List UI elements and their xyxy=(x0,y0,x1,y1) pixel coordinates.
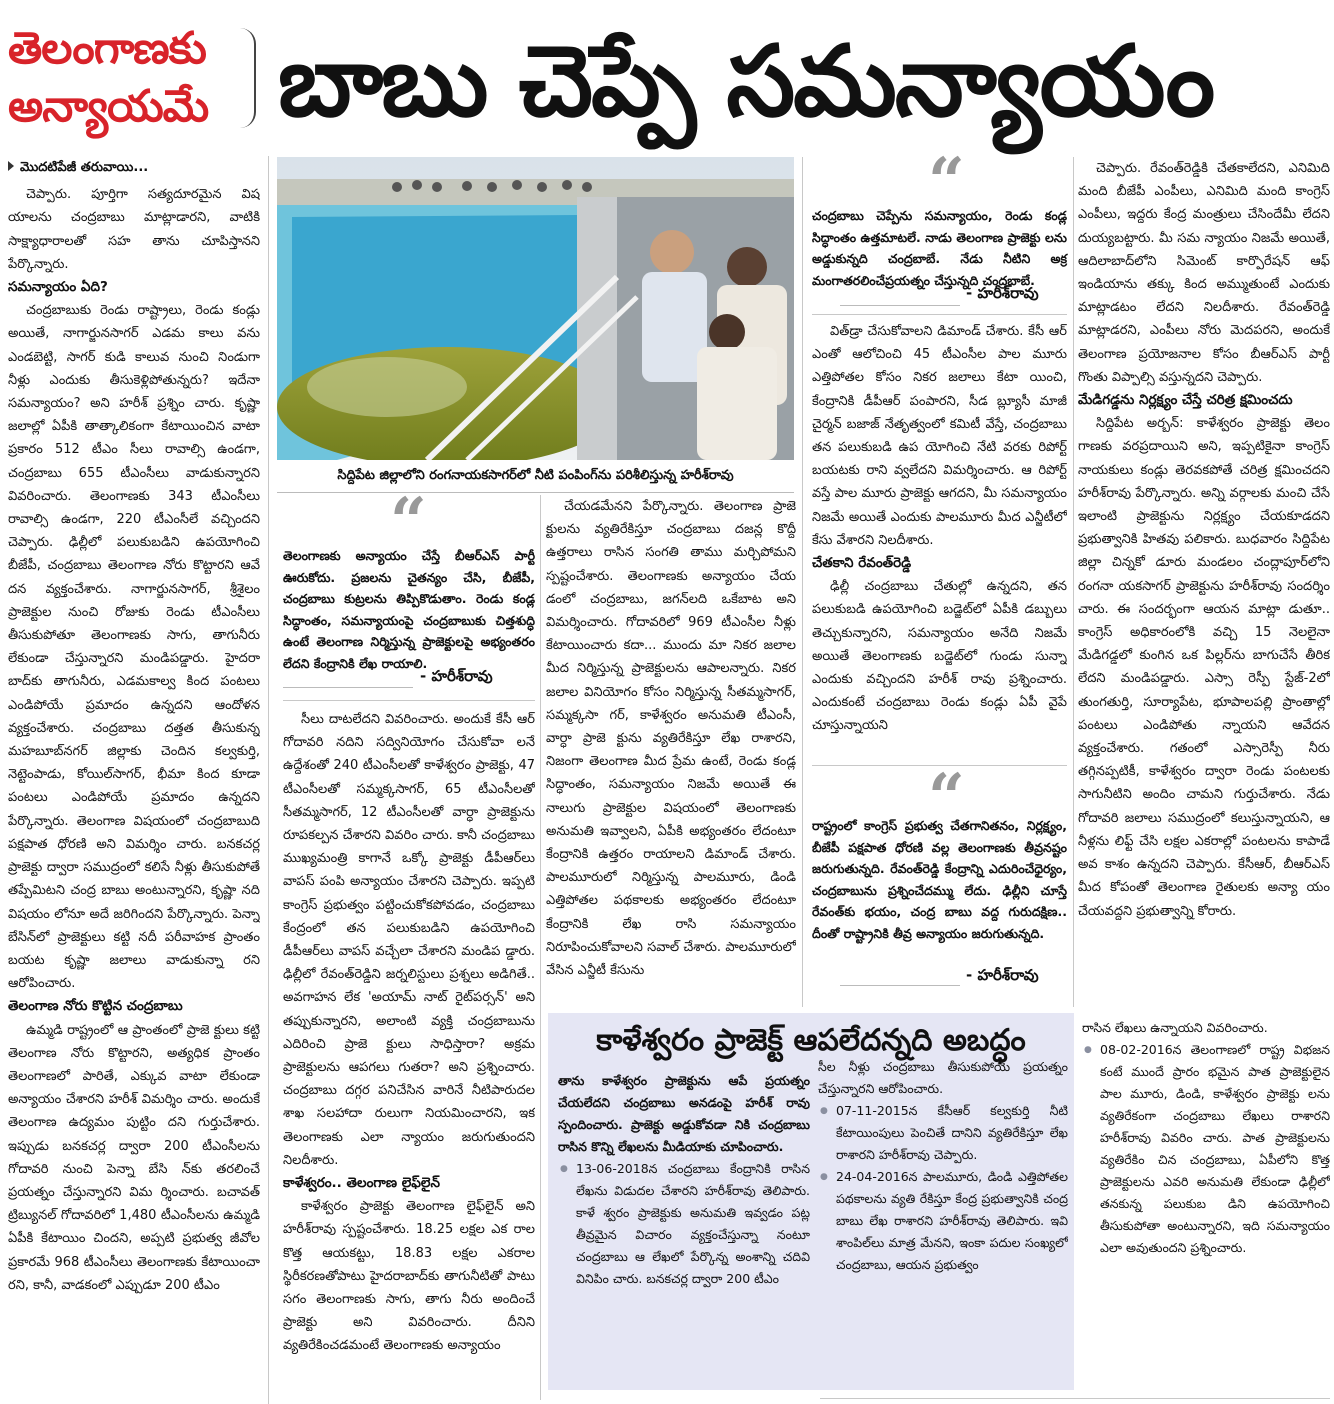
pull-quote-1: తెలంగాణకు అన్యాయం చేస్తే బీఆర్ఎస్ పార్టీ ఊరుకోదు. ప్రజలను చైతన్యం చేసి, బీజేపీ, చంద్రబాబు కుట్రలను తిప్పికొడుతాం. రెండు కండ్ల సిద్ధాంతం, సమన్యాయంపై చంద్రబాబుకు చిత్తశుద్ధి ఉంటే తెలంగాణ నిర్మిస్తున్న ప్రాజెక్టులపై అభ్యంతరం లేదని కేంద్రానికి లేఖ రాయాలి. xyxy=(283,548,535,671)
boxed-story-column-1 xyxy=(558,1070,810,1385)
quote-rule xyxy=(840,305,960,306)
list-item: ● 24-04-2016న పాలమూరు, డిండి ఎత్తిపోతల పథకాలను వ్యతి రేకిస్తూ కేంద్ర ప్రభుత్వానికి చంద్ర బాబు లేఖ రాశారని హరీశ్‌రావు తెలిపారు. ఇవి శాంపిల్‌లు మాత్ర మేనని, ఇంకా పదుల సంఖ్యలో చంద్రబాబు, ఆయన ప్రభుత్వం xyxy=(818,1166,1068,1276)
paragraph: చేయడమేనని పేర్కొన్నారు. తెలంగాణ ప్రాజె క్టులను వ్యతిరేకిస్తూ చంద్రబాబు దజన్ల కొద్దీ ఉత్తరాలు రాసిన సంగతి తాము మర్చిపోమని స్పష్టంచేశారు. తెలంగాణకు అన్యాయం చేయ డంలో చంద్రబాబు, జగన్‌లది ఒకేబాట అని విమర్శించారు. గోదావరిలో 969 టీఎంసీల నీళ్లు కేటాయించారు కదా... ముందు మా నికర జలాల మీద నిర్మిస్తున్న ప్రాజెక్టులను ఆపాలన్నారు. నికర జలాల వినియోగం కోసం నిర్మిస్తున్న సీతమ్మసాగర్, సమ్మక్కసా గర్, కాళేశ్వరం అనుమతి టీఎంసీ, వార్ధా ప్రాజె క్టును వ్యతిరేకిస్తూ లేఖ రాశారని, నిజంగా తెలంగాణ మీద ప్రేమ ఉంటే, రెండు కండ్ల సిద్ధాంతం, సమన్యాయం నిజమే అయితే ఈ నాలుగు ప్రాజెక్టుల విషయంలో తెలంగాణకు అనుమతి ఇవ్వాలని, ఏపీకి అభ్యంతరం లేదంటూ కేంద్రానికి ఉత్తరం రాయాలని డిమాండ్ చేశారు. పాలమూరులో నిర్మిస్తున్న పాలమూరు, డిండి ఎత్తిపోతల పథకాలకు అభ్యంతరం లేదంటూ కేంద్రానికి లేఖ రాసి సమన్యాయం నిరూపించుకోవాలని సవాల్ చేశారు. పాలమూరులో వేసిన ఎన్జీటీ కేసును xyxy=(546,499,796,979)
boxed-story-title: కాళేశ్వరం ప్రాజెక్ట్ ఆపలేదన్నది అబద్ధం xyxy=(596,1023,1026,1058)
news-photo xyxy=(277,157,794,460)
column-2 xyxy=(283,708,535,1398)
kicker-line-1: తెలంగాణకు xyxy=(8,23,206,74)
kicker-bracket xyxy=(240,28,256,128)
quote-signature: - హరీశ్‌రావు xyxy=(420,667,493,685)
quote-rule xyxy=(283,687,413,688)
paragraph: కాళేశ్వరం ప్రాజెక్టు తెలంగాణ లైఫ్‌లైన్ అని హరీశ్‌రావు స్పష్టంచేశారు. 18.25 లక్షల ఎక రాల కొత్త ఆయకట్టు, 18.83 లక్షల ఎకరాల స్థిరీకరణతోపాటు హైదరాబాద్‌కు తాగునీటితో పాటు సగం తెలంగాణకు సాగు, తాగు నీరు అందించే ప్రాజెక్టు అని వివరించారు. దీనిని వ్యతిరేకించడమంటే తెలంగాణకు అన్యాయం xyxy=(283,1199,535,1354)
column-divider xyxy=(1073,157,1074,1007)
quote-mark-icon: “ xyxy=(928,760,965,835)
list-item: ● 13-06-2018న చంద్రబాబు కేంద్రానికి రాసిన లేఖను విడుదల చేశారని హరీశ్‌రావు తెలిపారు. కాళే శ్వరం ప్రాజెక్టుకు అనుమతి ఇవ్వడం పట్ల తీవ్రమైన విచారం వ్యక్తంచేస్తున్నా నంటూ చంద్రబాబు ఆ లేఖలో పేర్కొన్న అంశాన్ని చదివి వినిపిం చారు. బనకచర్ల ద్వారా 200 టీఎం xyxy=(558,1158,810,1290)
kicker xyxy=(8,20,243,136)
paragraph: సిద్దిపేట అర్బన్: కాళేశ్వరం ప్రాజెక్టు తెలం గాణకు వరప్రదాయిని అని, ఇప్పటికైనా కాంగ్రెస్ నాయకులు కండ్లు తెరవకపోతే చరిత్ర క్షమించదని హరీశ్‌రావు పేర్కొన్నారు. అన్ని వర్గాలకు మంచి చేసే ఇలాంటి ప్రాజెక్టును నిర్లక్ష్యం చేయకూడదని ప్రభుత్వానికి హితవు పలికారు. బుధవారం సిద్దిపేట జిల్లా చిన్నకో డూరు మండలం చంద్లాపూర్‌లోని రంగనా యకసాగర్ ప్రాజెక్టును హరీశ్‌రావు సందర్శిం చారు. ఈ సందర్భంగా ఆయన మాట్లా డుతూ.. కాంగ్రెస్ అధికారంలోకి వచ్చి 15 నెలలైనా మేడిగడ్డలో కుంగిన ఒక పిల్లర్‌ను బాగుచేసే తీరిక లేదని మండిపడ్డారు. ఎస్సా రెస్పీ స్టేజ్-2లో తుంగతుర్తి, సూర్యాపేట, భూపాలపల్లి ప్రాంతాల్లో పంటలు ఎండిపోతు న్నాయని ఆవేదన వ్యక్తంచేశారు. గతంలో ఎస్సారెస్పీ నీరు తగ్గినప్పటికీ, కాళేశ్వరం ద్వారా రెండు పంటలకు సాగునీటిని అందిం చామని గుర్తుచేశారు. నేడు గోదావరి జలాలు సముద్రంలో కలుస్తున్నాయని, ఆ నీళ్లను లిఫ్ట్ చేసి లక్షల ఎకరాల్లో పంటలను కాపాడే అవ కాశం ఉన్నదని చెప్పారు. కేసీఆర్, బీఆర్ఎస్ మీద కోపంతో తెలంగాణ రైతులకు అన్యా యం చేయవద్దని ప్రభుత్వాన్ని కోరారు. xyxy=(1078,416,1330,919)
column-5 xyxy=(1078,157,1330,1007)
subheading: సమన్యాయం ఏది? xyxy=(8,279,108,296)
list-item: ● 08-02-2016న తెలంగాణలో రాష్ట్ర విభజన కంటే ముందే ప్రారం భమైన పాత ప్రాజెక్టులైన పాల మూరు, డిండి, కాళేశ్వరం ప్రాజెక్టు లను వ్యతిరేకంగా చంద్రబాబు లేఖలు రాశారని హరీశ్‌రావు వివరిం చారు. పాత ప్రాజెక్టులను వ్యతిరేకిం చిన చంద్రబాబు, ఏపీలోని కొత్త ప్రాజెక్టులను ఎవరి అనుమతి లేకుండా ఢిల్లీలో తనకున్న పలుకుబ డిని ఉపయోగించి తీసుకుపోతా అంటున్నారని, ఇది సమన్యాయం ఎలా అవుతుందని ప్రశ్నించారు. xyxy=(1082,1039,1330,1259)
quote-rule xyxy=(840,985,960,986)
headline: బాబు చెప్పే సమన్యాయం xyxy=(278,25,1214,139)
column-4 xyxy=(812,320,1067,760)
paragraph: చెప్పారు. రేవంత్‌రెడ్డికి చేతకాలేదని, ఎనిమిది మంది బీజేపీ ఎంపీలు, ఎనిమిది మంది కాంగ్రెస్ ఎంపీలు, ఇద్దరు కేంద్ర మంత్రులు చేసిందేమీ లేదని దుయ్యబట్టారు. మీ సమ న్యాయం నిజమే అయితే, ఆదిలాబాద్‌లోని సిమెంట్ కార్పొరేషన్ ఆఫ్ ఇండియాను తక్కు కింద అమ్ముతుంటే ఎందుకు మాట్లాడటం లేదని నిలదీశారు. రేవంత్‌రెడ్డి మాట్లాడరని, ఎంపీలు నోరు మెదపరని, అందుకే తెలంగాణ ప్రయోజనాల కోసం బీఆర్ఎస్ పార్టీ గొంతు విప్పాల్సి వస్తున్నదని చెప్పారు. xyxy=(1078,161,1330,385)
list-item: ● 07-11-2015న కేసీఆర్ కల్వకుర్తి నీటి కేటాయింపులు పెంచితే దానిని వ్యతిరేకిస్తూ లేఖ రాశారని హరీశ్‌రావు చెప్పారు. xyxy=(818,1100,1068,1166)
subheading: చేతకాని రేవంత్‌రెడ్డి xyxy=(812,555,912,572)
paragraph: రాసిన లేఖలు ఉన్నాయని వివరించారు. xyxy=(1082,1020,1268,1035)
paragraph: విత్‌డ్రా చేసుకోవాలని డిమాండ్ చేశారు. కేసీ ఆర్ ఎంతో ఆలోచించి 45 టీఎంసీల పాల మూరు ఎత్తిపోతల కోసం నికర జలాలు కేటా యించి, కేంద్రానికి డీపీఆర్ పంపారని, సీడ బ్ల్యూసీ మాజీ చైర్మన్ బజాజ్ నేతృత్వంలో కమిటీ వేస్తే, చంద్రబాబు తన పలుకుబడి ఉప యోగించి నేటి వరకు రిపోర్ట్ బయటకు రాని వ్వలేదని విమర్శించారు. ఆ రిపోర్ట్ వస్తే పాల మూరు ప్రాజెక్టు ఆగదని, మీ సమన్యాయం నిజమే అయితే ఎందుకు పాలమూరు మీద ఎన్జీటీలో కేసు వేశారని నిలదీశారు. xyxy=(812,324,1067,548)
boxed-intro: తాను కాళేశ్వరం ప్రాజెక్టును ఆపే ప్రయత్నం చేయలేదని చంద్రబాబు అనడంపై హరీశ్ రావు స్పందించారు. ప్రాజెక్టు అడ్డుకోవడా నికి చంద్రబాబు రాసిన కొన్ని లేఖలను మీడియాకు చూపించారు. xyxy=(558,1073,810,1154)
continued-arrow-icon xyxy=(8,161,14,171)
paragraph: ఉమ్మడి రాష్ట్రంలో ఆ ప్రాంతంలో ప్రాజె క్టులు కట్టి తెలంగాణ నోరు కొట్టారని, అత్యధిక ప్రాంతం తెలంగాణలో పారితే, ఎక్కువ వాటా లేకుండా అన్యాయం చేశారని హరీశ్ విమర్శిం చారు. అందుకే తెలంగాణ ఉద్యమం పుట్టిం దని గుర్తుచేశారు. ఇప్పుడు బనకచర్ల ద్వారా 200 టీఎంసీలను గోదావరి నుంచి పెన్నా బేసి న్‌కు తరలించే ప్రయత్నం చేస్తున్నారని విమ ర్శించారు. బచావత్ ట్రిబ్యునల్ గోదావరిలో 1,480 టీఎంసీలను ఉమ్మడి ఏపీకి కేటాయిం చిందని, అప్పటి ప్రభుత్వ జీవోల ప్రకారమే 968 టీఎంసీలు తెలంగాణకు కేటాయించా రని, కానీ, వాడకంలో ఎప్పుడూ 200 టీఎం xyxy=(8,1022,260,1293)
subheading: కాళేశ్వరం.. తెలంగాణ లైఫ్‌లైన్ xyxy=(283,1175,440,1192)
column-divider xyxy=(540,495,541,1400)
paragraph: సీల నీళ్లు చంద్రబాబు తీసుకుపోయే ప్రయత్నం చేస్తున్నారని ఆరోపించారు. xyxy=(818,1059,1068,1096)
boxed-story-column-3 xyxy=(1082,1017,1330,1389)
column-divider xyxy=(802,157,803,1007)
pull-quote-2: చంద్రబాబు చెప్పేను సమన్యాయం, రెండు కండ్ల సిద్ధాంతం ఉత్తమాటలే. నాడు తెలంగాణ ప్రాజెక్టు లను అడ్డుకున్నది చంద్రబాబే. నేడు నీటిని అక్ర మంగాతరలించేప్రయత్నం చేస్తున్నది చంద్రబాబే. xyxy=(812,208,1067,288)
paragraph: చంద్రబాబుకు రెండు రాష్ట్రాలు, రెండు కండ్లు అయితే, నాగార్జునసాగర్ ఎడమ కాలు వను ఎండబెట్టి, సాగర్ కుడి కాలువ నుంచి నిండుగా నీళ్లు ఎందుకు తీసుకెళ్లిపోతున్నరు? ఇదేనా సమన్యాయం? అని హరీశ్ ప్రశ్నిం చారు. కృష్ణా జలాల్లో ఏపీకి తాత్కాలికంగా కేటాయించిన వాటా ప్రకారం 512 టీఎం సీలు రావాల్సి ఉండగా, చంద్రబాబు 655 టీఎంసీలు వాడుకున్నారని వివరించారు. తెలంగాణకు 343 టీఎంసీలు రావాల్సి ఉండగా, 220 టీఎంసీలే వచ్చిందని చెప్పారు. ఢిల్లీలో పలుకుబడిని ఉపయోగించి బీజేపీ, చంద్రబాబు తెలంగాణ నోరు కొట్టారని ఆవే దన వ్యక్తంచేశారు. నాగార్జునసాగర్, శ్రీశైలం ప్రాజెక్టుల నుంచి రోజుకు రెండు టీఎంసీలు తీసుకుపోతూ తెలంగాణకు సాగు, తాగునీరు లేకుండా చేస్తున్నారని మండిపడ్డారు. హైదరా బాద్‌కు తాగునీరు, ఎడమకాల్వ కింద పంటలు ఎండిపోయే ప్రమాదం ఉన్నదని ఆందోళన వ్యక్తంచేశారు. చంద్రబాబు దత్తత తీసుకున్న మహబూబ్‌నగర్ జిల్లాకు చెందిన కల్వకుర్తి, నెట్టెంపాడు, కోయిల్‌సాగర్, భీమా కింద కూడా పంటలు ఎండిపోయే ప్రమాదం ఉన్నదని పేర్కొన్నారు. తెలంగాణ విషయంలో చంద్రబాబుది పక్షపాత ధోరణి అని విమర్శిం చారు. బనకచర్ల ప్రాజెక్టు ద్వారా సముద్రంలో కలిసే నీళ్లు తీసుకుపోతే తప్పేమిటని చంద్ర బాబు అంటున్నారని, కృష్ణా నది విషయం లోనూ అదే జరిగిందని పేర్కొన్నారు. పెన్నా బేసిన్‌లో ప్రాజెక్టులు కట్టి నదీ పరీవాహక ప్రాంతం బయట కృష్ణా జలాలు వాడుకున్నా రని ఆరోపించారు. xyxy=(8,303,260,992)
quote-divider xyxy=(812,314,1067,315)
quote-signature: - హరీశ్‌రావు xyxy=(966,966,1039,984)
column-divider xyxy=(268,156,269,1404)
column-1 xyxy=(8,156,260,1404)
quote-divider xyxy=(283,700,535,701)
page-bottom-rule xyxy=(820,1398,1330,1399)
reservoir-photo xyxy=(277,157,794,460)
pull-quote-3: రాష్ట్రంలో కాంగ్రెస్ ప్రభుత్వ చేతగానితనం, నిర్లక్ష్యం, బీజేపీ పక్షపాత ధోరణి వల్ల తెలంగాణకు తీవ్రనష్టం జరుగుతున్నది. రేవంత్‌రెడ్డి కేంద్రాన్ని ఎదురించేధైర్యం, చంద్రబాబును ప్రశ్నించేదమ్ము లేదు. ఢిల్లీని చూస్తే రేవంత్‌కు భయం, చంద్ర బాబు వద్ద గురుదక్షిణ.. దీంతో రాష్ట్రానికి తీవ్ర అన్యాయం జరుగుతున్నది. xyxy=(812,818,1067,941)
column-3 xyxy=(546,495,796,1003)
photo-caption: సిద్దిపేట జిల్లాలోని రంగనాయకసాగర్‌లో నీటి పంపింగ్‌ను పరిశీలిస్తున్న హరీశ్‌రావు xyxy=(277,460,794,493)
quote-signature: - హరీశ్‌రావు xyxy=(966,284,1039,302)
kicker-line-2: అన్యాయమే xyxy=(8,81,209,132)
paragraph: ఢిల్లీ చంద్రబాబు చేతుల్లో ఉన్నదని, తన పలుకుబడి ఉపయోగించి బడ్జెట్‌లో ఏపీకి డబ్బులు తెచ్చుకున్నారని, సమన్యాయం అనేది నిజమే అయితే తెలంగాణకు బడ్జెట్‌లో గుండు సున్నా ఎందుకు వచ్చిందని హరీశ్ రావు ప్రశ్నించారు. ఎందుకంటే చంద్రబాబు రెండు కండ్లు ఏపీ వైపే చూస్తున్నాయని xyxy=(812,579,1067,734)
boxed-story-column-2 xyxy=(818,1056,1068,1386)
paragraph: చెప్పారు. పూర్తిగా సత్యదూరమైన విష యాలను చంద్రబాబు మాట్లాడారని, వాటికి సాక్ష్యాధారాలతో సహ తాను చూపిస్తానని పేర్కొన్నారు. xyxy=(8,187,260,272)
subheading: మేడిగడ్డను నిర్లక్ష్యం చేస్తే చరిత్ర క్షమించదు xyxy=(1078,392,1293,409)
quote-mark-icon: “ xyxy=(390,484,427,559)
quote-mark-icon: “ xyxy=(928,144,965,219)
paragraph: సీలు దాటలేదని వివరించారు. అందుకే కేసీ ఆర్ గోదావరి నదిని సద్వినియోగం చేసుకోవా లనే ఉద్దేశంతో 240 టీఎంసీలతో కాళేశ్వరం ప్రాజెక్టు, 47 టీఎంసీలతో సమ్మక్కసాగర్, 65 టీఎంసీలతో సీతమ్మసాగర్, 12 టీఎంసీలతో వార్ధా ప్రాజెక్టును రూపకల్పన చేశారని వివరిం చారు. కానీ చంద్రబాబు ముఖ్యమంత్రి కాగానే ఒక్కో ప్రాజెక్టు డీపీఆర్‌లు వాపస్ పంపి అన్యాయం చేశారని చెప్పారు. ఇప్పటి కాంగ్రెస్ ప్రభుత్వం పట్టించుకోకపోవడం, చంద్రబాబు కేంద్రంలో తన పలుకుబడిని ఉపయోగించి డీపీఆర్‌లు వాపస్ వచ్చేలా చేశారని మండిప డ్డారు. ఢిల్లీలో రేవంత్‌రెడ్డిని జర్నలిస్టులు ప్రశ్నలు అడిగితే.. అవగాహన లేక 'అయామ్ నాట్ రైట్‌పర్సన్' అని తప్పుకున్నారని, అలాంటి వ్యక్తి చంద్రబాబును ఎదిరించి ప్రాజె క్టులు సాధిస్తారా? అక్రమ ప్రాజెక్టులను ఆపగలు గుతరా? అని ప్రశ్నించారు. చంద్రబాబు దగ్గర పనిచేసిన వారినే నీటిపారుదల శాఖ సలహాదా రులుగా నియమించారని, ఇక తెలంగాణకు ఎలా న్యాయం జరుగుతుందని నిలదీశారు. xyxy=(283,712,535,1168)
continued-from-front-page: మొదటిపేజీ తరువాయి... xyxy=(8,156,260,179)
subheading: తెలంగాణ నోరు కొట్టిన చంద్రబాబు xyxy=(8,998,183,1015)
